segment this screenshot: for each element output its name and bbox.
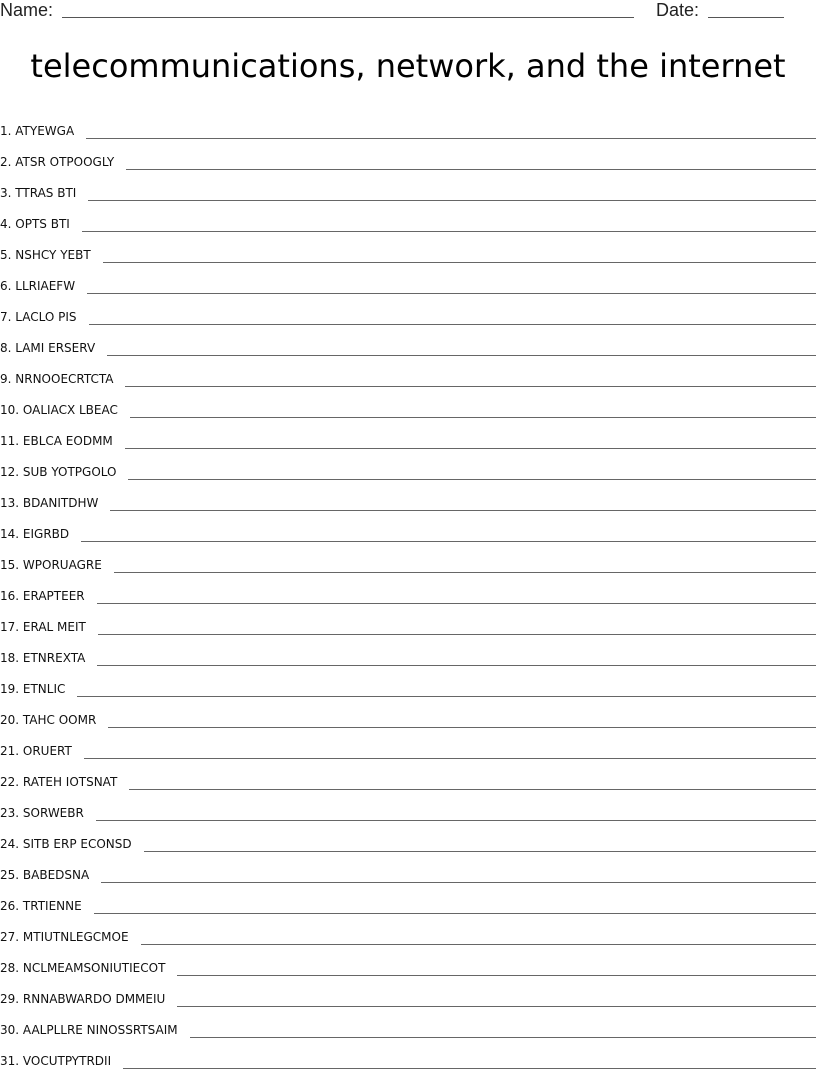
- scrambled-word: 21. ORUERT: [0, 744, 72, 758]
- question-row: [0, 481, 816, 512]
- answer-line[interactable]: [126, 168, 816, 170]
- answer-line[interactable]: [114, 571, 816, 573]
- answer-line[interactable]: [108, 726, 816, 728]
- question-row: [0, 1039, 816, 1070]
- scrambled-word: 16. ERAPTEER: [0, 589, 85, 603]
- question-row: [0, 543, 816, 574]
- answer-line[interactable]: [177, 1005, 816, 1007]
- answer-line[interactable]: [123, 1067, 816, 1069]
- scrambled-word: 3. TTRAS BTI: [0, 186, 77, 200]
- answer-line[interactable]: [82, 230, 816, 232]
- scrambled-word: 5. NSHCY YEBT: [0, 248, 91, 262]
- question-row: [0, 264, 816, 295]
- scrambled-word: 20. TAHC OOMR: [0, 713, 97, 727]
- answer-line[interactable]: [107, 354, 816, 356]
- question-row: [0, 388, 816, 419]
- scrambled-word: 11. EBLCA EODMM: [0, 434, 113, 448]
- scrambled-word: 23. SORWEBR: [0, 806, 84, 820]
- question-row: [0, 574, 816, 605]
- question-row: [0, 202, 816, 233]
- name-label: Name:: [0, 0, 54, 20]
- scrambled-word: 1. ATYEWGA: [0, 124, 75, 138]
- date-field-line[interactable]: [708, 17, 784, 18]
- answer-line[interactable]: [125, 385, 816, 387]
- date-label: Date:: [656, 0, 700, 20]
- answer-line[interactable]: [144, 850, 816, 852]
- scrambled-word: 28. NCLMEAMSONIUTIECOT: [0, 961, 166, 975]
- scrambled-word: 29. RNNABWARDO DMMEIU: [0, 992, 166, 1006]
- question-row: [0, 512, 816, 543]
- question-row: [0, 915, 816, 946]
- answer-line[interactable]: [87, 292, 816, 294]
- question-list: [0, 109, 816, 1070]
- question-row: [0, 760, 816, 791]
- scrambled-word: 31. VOCUTPYTRDII: [0, 1054, 112, 1068]
- answer-line[interactable]: [101, 881, 816, 883]
- scrambled-word: 27. MTIUTNLEGCMOE: [0, 930, 129, 944]
- scrambled-word: 4. OPTS BTI: [0, 217, 70, 231]
- question-row: [0, 1008, 816, 1039]
- answer-line[interactable]: [97, 602, 816, 604]
- scrambled-word: 7. LACLO PIS: [0, 310, 77, 324]
- question-row: [0, 977, 816, 1008]
- answer-line[interactable]: [81, 540, 816, 542]
- answer-line[interactable]: [177, 974, 816, 976]
- question-row: [0, 357, 816, 388]
- answer-line[interactable]: [94, 912, 816, 914]
- answer-line[interactable]: [86, 137, 816, 139]
- scrambled-word: 19. ETNLIC: [0, 682, 66, 696]
- question-row: [0, 822, 816, 853]
- question-row: [0, 698, 816, 729]
- question-row: [0, 791, 816, 822]
- question-row: [0, 450, 816, 481]
- scrambled-word: 2. ATSR OTPOOGLY: [0, 155, 115, 169]
- scrambled-word: 13. BDANITDHW: [0, 496, 99, 510]
- question-row: [0, 729, 816, 760]
- answer-line[interactable]: [190, 1036, 816, 1038]
- answer-line[interactable]: [128, 478, 816, 480]
- scrambled-word: 12. SUB YOTPGOLO: [0, 465, 117, 479]
- header: [0, 0, 816, 22]
- question-row: [0, 853, 816, 884]
- question-row: [0, 109, 816, 140]
- answer-line[interactable]: [84, 757, 816, 759]
- scrambled-word: 8. LAMI ERSERV: [0, 341, 96, 355]
- answer-line[interactable]: [141, 943, 816, 945]
- answer-line[interactable]: [125, 447, 816, 449]
- question-row: [0, 884, 816, 915]
- scrambled-word: 22. RATEH IOTSNAT: [0, 775, 118, 789]
- answer-line[interactable]: [97, 664, 816, 666]
- question-row: [0, 326, 816, 357]
- answer-line[interactable]: [98, 633, 816, 635]
- answer-line[interactable]: [89, 323, 816, 325]
- answer-line[interactable]: [110, 509, 816, 511]
- question-row: [0, 605, 816, 636]
- question-row: [0, 140, 816, 171]
- scrambled-word: 14. EIGRBD: [0, 527, 70, 541]
- answer-line[interactable]: [129, 788, 816, 790]
- question-row: [0, 667, 816, 698]
- scrambled-word: 15. WPORUAGRE: [0, 558, 102, 572]
- question-row: [0, 171, 816, 202]
- scrambled-word: 17. ERAL MEIT: [0, 620, 86, 634]
- answer-line[interactable]: [77, 695, 816, 697]
- name-field-line[interactable]: [62, 17, 634, 18]
- page-title: telecommunications, network, and the internet: [30, 47, 786, 85]
- question-row: [0, 636, 816, 667]
- question-row: [0, 946, 816, 977]
- answer-line[interactable]: [88, 199, 816, 201]
- scrambled-word: 24. SITB ERP ECONSD: [0, 837, 132, 851]
- scrambled-word: 6. LLRIAEFW: [0, 279, 76, 293]
- scrambled-word: 10. OALIACX LBEAC: [0, 403, 118, 417]
- answer-line[interactable]: [96, 819, 816, 821]
- question-row: [0, 419, 816, 450]
- question-row: [0, 233, 816, 264]
- scrambled-word: 18. ETNREXTA: [0, 651, 86, 665]
- answer-line[interactable]: [103, 261, 816, 263]
- scrambled-word: 26. TRTIENNE: [0, 899, 82, 913]
- scrambled-word: 30. AALPLLRE NINOSSRTSAIM: [0, 1023, 178, 1037]
- answer-line[interactable]: [130, 416, 816, 418]
- scrambled-word: 9. NRNOOECRTCTA: [0, 372, 114, 386]
- question-row: [0, 295, 816, 326]
- scrambled-word: 25. BABEDSNA: [0, 868, 90, 882]
